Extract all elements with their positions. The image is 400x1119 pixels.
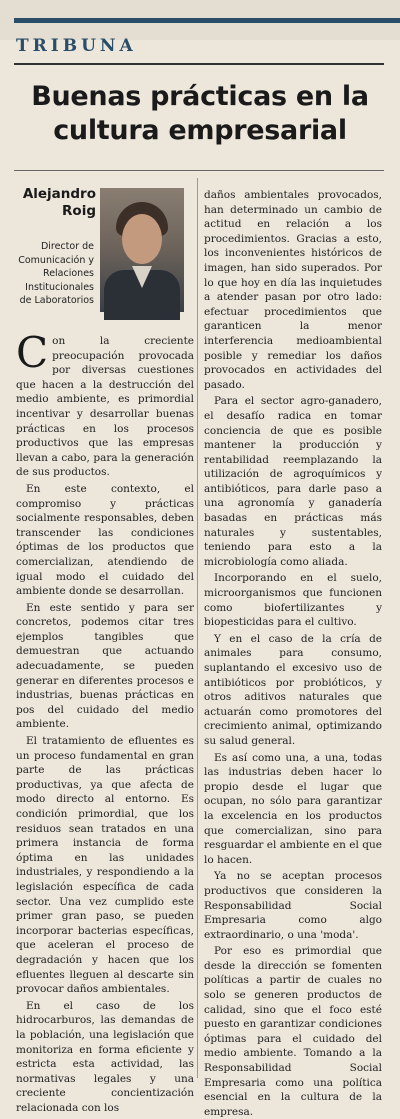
paragraph: En este sentido y para ser concretos, podemos citar tres ejemplos tangibles que demuestran que actuando adecuadamente, se pueden generar en diferentes procesos e industrias, buenas prácticas en pos del cuidado del medio ambiente. [16,601,194,731]
drop-cap: C [16,328,49,377]
article-column-2 [204,188,382,1118]
paragraph: El tratamiento de efluentes es un proceso fundamental en gran parte de las prácticas productivas, ya que afecta de modo directo al entorno. Es condición primordial, que los residuos sean tratados en una primera instancia de forma óptima en las unidades industriales, y respondiendo a la legislación específica de cada sector. Una vez cumplido este primer gran paso, se pueden incorporar bacterias específicas, que aceleran el proceso de degradación y hacen que los efluentes lleguen al descarte sin provocar daños ambientales. [16,735,194,996]
paragraph: Es así como una, a una, todas las industrias deben hacer lo propio desde el lugar que ocupan, no sólo para garantizar la excelencia en los productos que comercializan, sino para resguardar el ambiente en el que lo hacen. [204,751,382,866]
paragraph: daños ambientales provocados, han determinado un cambio de actitud en relación a los procedimientos. Gracias a esto, los inconvenientes históricos de imagen, han sido superados. Por lo que hoy en día las inquietudes a atender pasan por otro lado: efectuar procedimientos que garanticen la menor interferencia medioambiental posible y remediar los daños provocados en actividades del pasado. [204,189,382,391]
column-divider [197,178,198,1078]
paragraph: En el caso de los hidrocarburos, las demandas de la población, una legislación que monitoriza en forma eficiente y estricta esta actividad, las normativas legales y una creciente concientización relacionada con los [16,999,194,1114]
author-name: Alejandro Roig [22,186,96,219]
paragraph: En este contexto, el compromiso y prácticas socialmente responsables, deben transcender las condiciones óptimas de los productos que comercializan, atendiendo de igual modo el cuidado del ambiente donde se desarrollan. [16,482,194,598]
top-color-rule [14,18,400,23]
paragraph: Para el sector agro-ganadero, el desafío radica en tomar conciencia de que es posible mantener la producción y rentabilidad reemplazando la utilización de agroquímicos y antibióticos, para darle paso a una agronomía y ganadería basadas en prácticas más naturales y sustentables, teniendo para esto a la microbiología como aliada. [204,395,382,568]
author-photo [100,188,184,312]
paragraph: Y en el caso de la cría de animales para consumo, suplantando el excesivo uso de antibióticos por probióticos, y otros aditivos naturales que actuarán como promotores del crecimiento animal, optimizando su salud general. [204,632,382,747]
author-role: Director de Comunicación y Relaciones Institucionales de Laboratorios [18,241,94,306]
headline-rule [14,170,384,171]
article-column-1 [16,328,194,1114]
paragraph: Por eso es primordial que desde la dirección se fomenten políticas a partir de cuales no solo se generen productos de calidad, sino que el foco esté puesto en garantizar condiciones óptimas para el cuidado del medio ambiente. Tomando a la Responsabilidad Social Empresaria como una política esencial en la cultura de la empresa. [204,945,382,1118]
section-label: TRIBUNA [16,36,137,56]
paragraph: Incorporando en el suelo, microorganismos que funcionen como biofertilizantes y biopesticidas para el cultivo. [204,572,382,629]
headline: Buenas prácticas en la cultura empresarial [31,81,369,146]
section-rule [14,63,384,65]
paragraph: Ya no se aceptan procesos productivos que consideren la Responsabilidad Social Empresaria como algo extraordinario, o una 'moda'. [204,870,382,941]
paragraph: Con la creciente preocupación provocada por diversas cuestiones que hacen a la destrucción del medio ambiente, es primordial incentivar y desarrollar buenas prácticas en los procesos productivos que las empresas llevan a cabo, para la generación de sus productos. [16,328,194,479]
